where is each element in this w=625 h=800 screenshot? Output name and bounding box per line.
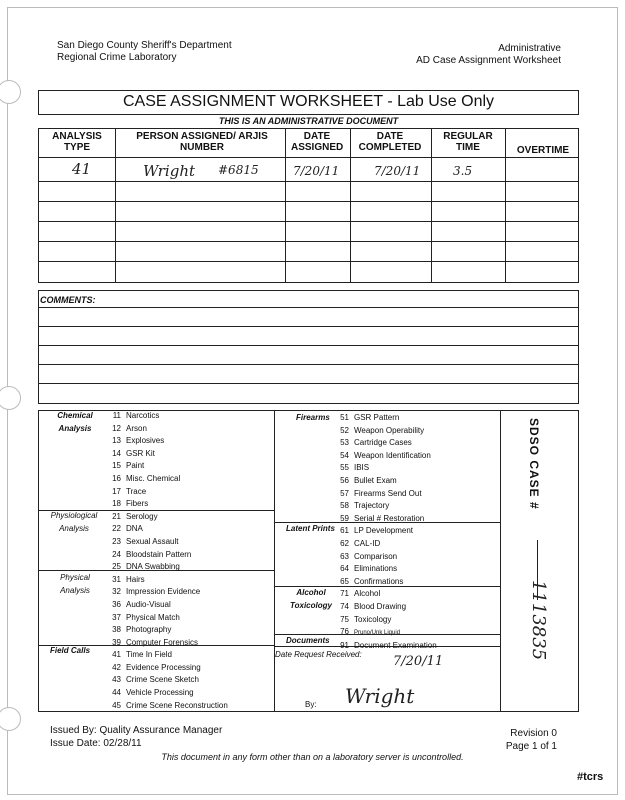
issued-by: Issued By: Quality Assurance Manager bbox=[50, 725, 223, 736]
left-code-item bbox=[105, 473, 228, 486]
code-label: IBIS bbox=[354, 463, 370, 473]
code-number: 31 bbox=[112, 574, 121, 584]
code-label: Crime Scene Sketch bbox=[126, 675, 199, 685]
code-label: Physical Match bbox=[126, 612, 180, 622]
code-label: Sexual Assault bbox=[126, 536, 179, 546]
code-label: Vehicle Processing bbox=[126, 688, 194, 698]
doc-type-block bbox=[416, 43, 561, 67]
code-number: 62 bbox=[340, 538, 349, 548]
code-number: 11 bbox=[112, 411, 121, 420]
code-number: 61 bbox=[340, 526, 349, 536]
code-label: GSR Kit bbox=[126, 448, 155, 458]
code-number: 75 bbox=[340, 614, 349, 624]
code-label: Bullet Exam bbox=[354, 475, 397, 485]
left-code-item bbox=[105, 649, 228, 662]
page-number: Page 1 of 1 bbox=[505, 741, 557, 752]
code-number: 38 bbox=[112, 625, 121, 635]
right-code-item bbox=[333, 614, 437, 627]
code-label: Audio-Visual bbox=[126, 599, 171, 609]
code-label: Narcotics bbox=[126, 411, 160, 420]
left-code-item bbox=[105, 700, 228, 713]
right-code-item bbox=[333, 462, 437, 475]
lab-name: Regional Crime Laboratory bbox=[57, 52, 177, 63]
uncontrolled-notice: This document in any form other than on a laboratory server is uncontrolled. bbox=[161, 752, 464, 762]
code-number: 41 bbox=[112, 650, 121, 660]
category-physical-analysis: Physical Analysis bbox=[60, 573, 90, 595]
doc-name: AD Case Assignment Worksheet bbox=[416, 55, 561, 66]
code-number: 42 bbox=[112, 662, 121, 672]
code-number: 17 bbox=[112, 486, 121, 496]
left-code-item bbox=[105, 448, 228, 461]
code-label: Eliminations bbox=[354, 564, 398, 574]
code-number: 53 bbox=[340, 438, 349, 448]
left-code-item bbox=[105, 486, 228, 499]
left-code-item bbox=[105, 460, 228, 473]
left-code-item bbox=[105, 561, 228, 574]
admin-subtitle: THIS IS AN ADMINISTRATIVE DOCUMENT bbox=[218, 116, 399, 126]
code-number: 39 bbox=[112, 637, 121, 647]
code-label: Blood Drawing bbox=[354, 601, 407, 611]
code-label: Firearms Send Out bbox=[354, 488, 422, 498]
category-chemical-analysis: Chemical Analysis bbox=[57, 411, 93, 433]
code-label: Hairs bbox=[126, 574, 145, 584]
cell-arjis-number: #6815 bbox=[218, 163, 259, 177]
col-analysis-type: ANALYSIS TYPE bbox=[52, 131, 102, 153]
left-code-item bbox=[105, 637, 228, 650]
case-number-value: 1113835 bbox=[528, 580, 549, 661]
category-latent-prints: Latent Prints bbox=[286, 524, 335, 533]
right-code-item bbox=[333, 475, 437, 488]
right-code-item bbox=[333, 412, 437, 425]
right-code-item bbox=[333, 488, 437, 501]
cell-date-completed: 7/20/11 bbox=[374, 164, 421, 178]
right-code-item bbox=[333, 601, 437, 614]
left-code-item bbox=[105, 687, 228, 700]
code-label: Comparison bbox=[354, 551, 398, 561]
code-label: Evidence Processing bbox=[126, 662, 201, 672]
left-code-item bbox=[105, 423, 228, 436]
code-number: 43 bbox=[112, 675, 121, 685]
code-number: 54 bbox=[340, 450, 349, 460]
case-number-label: SDSO CASE # bbox=[527, 418, 541, 510]
category-alcohol-toxicology: Alcohol Toxicology bbox=[290, 588, 332, 610]
code-label: Toxicology bbox=[354, 614, 392, 624]
left-code-item bbox=[105, 586, 228, 599]
cell-analysis-type: 41 bbox=[72, 160, 92, 178]
revision: Revision 0 bbox=[510, 728, 557, 739]
right-code-item bbox=[333, 525, 437, 538]
code-number: 74 bbox=[340, 601, 349, 611]
code-number: 65 bbox=[340, 576, 349, 586]
left-code-item bbox=[105, 624, 228, 637]
code-label: Serial # Restoration bbox=[354, 513, 425, 523]
category-field-calls: Field Calls bbox=[50, 646, 91, 655]
code-label: Pruno/Unk Liquid bbox=[354, 630, 401, 637]
right-code-item bbox=[333, 538, 437, 551]
code-number: 21 bbox=[112, 511, 121, 521]
code-label: Weapon Identification bbox=[354, 450, 431, 460]
code-label: Fibers bbox=[126, 499, 149, 509]
dept-block bbox=[57, 40, 232, 64]
by-label: By: bbox=[305, 700, 317, 709]
left-code-item bbox=[105, 549, 228, 562]
doc-category: Administrative bbox=[498, 43, 561, 54]
code-number: 44 bbox=[112, 688, 121, 698]
left-code-item bbox=[105, 435, 228, 448]
right-code-item bbox=[333, 437, 437, 450]
code-label: Document Examination bbox=[354, 640, 437, 650]
code-label: Impression Evidence bbox=[126, 587, 201, 597]
code-label: Paint bbox=[126, 461, 145, 471]
left-code-list bbox=[105, 410, 228, 712]
code-number: 52 bbox=[340, 425, 349, 435]
dept-name: San Diego County Sheriff's Department bbox=[57, 40, 232, 51]
code-label: Cartridge Cases bbox=[354, 438, 412, 448]
code-number: 57 bbox=[340, 488, 349, 498]
left-code-item bbox=[105, 599, 228, 612]
code-label: LP Development bbox=[354, 526, 413, 536]
code-number: 55 bbox=[340, 463, 349, 473]
code-label: Confirmations bbox=[354, 576, 404, 586]
left-code-item bbox=[105, 674, 228, 687]
left-code-item bbox=[105, 511, 228, 524]
code-label: Serology bbox=[126, 511, 158, 521]
code-number: 58 bbox=[340, 501, 349, 511]
code-label: Explosives bbox=[126, 436, 165, 446]
category-firearms: Firearms bbox=[296, 413, 330, 422]
right-code-item bbox=[333, 513, 437, 526]
code-label: DNA Swabbing bbox=[126, 562, 180, 572]
code-number: 51 bbox=[340, 413, 349, 422]
code-number: 71 bbox=[340, 589, 349, 599]
code-number: 36 bbox=[112, 599, 121, 609]
code-number: 64 bbox=[340, 564, 349, 574]
code-number: 14 bbox=[112, 448, 121, 458]
code-number: 63 bbox=[340, 551, 349, 561]
right-code-item bbox=[333, 576, 437, 589]
col-date-completed: DATE COMPLETED bbox=[358, 131, 422, 153]
right-code-item bbox=[333, 588, 437, 601]
by-signature: Wright bbox=[345, 684, 415, 708]
right-code-item bbox=[333, 563, 437, 576]
page-title: CASE ASSIGNMENT WORKSHEET - Lab Use Only bbox=[122, 93, 495, 110]
code-label: Trace bbox=[126, 486, 147, 496]
cell-date-assigned: 7/20/11 bbox=[293, 164, 340, 178]
right-code-item bbox=[333, 450, 437, 463]
left-code-item bbox=[105, 662, 228, 675]
left-code-item bbox=[105, 536, 228, 549]
code-label: Photography bbox=[126, 625, 172, 635]
left-code-item bbox=[105, 523, 228, 536]
category-physiological-analysis: Physiological Analysis bbox=[50, 511, 98, 533]
right-code-item bbox=[333, 551, 437, 564]
right-code-item bbox=[333, 500, 437, 513]
code-label: GSR Pattern bbox=[354, 413, 400, 422]
code-number: 25 bbox=[112, 562, 121, 572]
code-label: DNA bbox=[126, 524, 143, 534]
right-code-list bbox=[333, 412, 437, 652]
code-label: CAL-ID bbox=[354, 538, 381, 548]
code-label: Weapon Operability bbox=[354, 425, 425, 435]
right-code-item bbox=[333, 626, 437, 640]
code-label: Trajectory bbox=[354, 501, 390, 511]
code-number: 13 bbox=[112, 436, 121, 446]
code-label: Misc. Chemical bbox=[126, 473, 181, 483]
code-number: 22 bbox=[112, 524, 121, 534]
code-number: 18 bbox=[112, 499, 121, 509]
code-number: 23 bbox=[112, 536, 121, 546]
date-request-value: 7/20/11 bbox=[393, 654, 444, 669]
title-box bbox=[38, 90, 579, 115]
issue-date: Issue Date: 02/28/11 bbox=[50, 738, 142, 749]
code-number: 59 bbox=[340, 513, 349, 523]
right-code-item bbox=[333, 425, 437, 438]
code-number: 76 bbox=[340, 627, 349, 637]
date-request-label: Date Request Received: bbox=[275, 650, 362, 659]
code-number: 12 bbox=[112, 423, 121, 433]
code-number: 15 bbox=[112, 461, 121, 471]
code-label: Bloodstain Pattern bbox=[126, 549, 192, 559]
code-number: 45 bbox=[112, 700, 121, 710]
person-signature: Wright bbox=[143, 162, 196, 180]
col-person-assigned: PERSON ASSIGNED/ ARJIS NUMBER bbox=[136, 131, 268, 153]
code-number: 91 bbox=[340, 640, 349, 650]
left-code-item bbox=[105, 498, 228, 511]
code-label: Time In Field bbox=[126, 650, 172, 660]
code-label: Computer Forensics bbox=[126, 637, 199, 647]
cell-regular-time: 3.5 bbox=[453, 164, 473, 178]
code-label: Crime Scene Reconstruction bbox=[126, 700, 228, 710]
comments-label: COMMENTS: bbox=[40, 295, 96, 305]
code-label: Arson bbox=[126, 423, 147, 433]
left-code-item bbox=[105, 612, 228, 625]
col-date-assigned: DATE ASSIGNED bbox=[291, 131, 344, 153]
col-overtime: OVERTIME bbox=[516, 145, 570, 156]
code-number: 32 bbox=[112, 587, 121, 597]
left-code-item bbox=[105, 410, 228, 423]
col-regular-time: REGULAR TIME bbox=[443, 131, 493, 153]
category-documents: Documents bbox=[286, 636, 330, 645]
code-number: 56 bbox=[340, 475, 349, 485]
code-number: 24 bbox=[112, 549, 121, 559]
code-number: 37 bbox=[112, 612, 121, 622]
code-label: Alcohol bbox=[354, 589, 381, 599]
watermark: #tcrs bbox=[577, 771, 604, 783]
left-code-item bbox=[105, 574, 228, 587]
code-number: 16 bbox=[112, 473, 121, 483]
